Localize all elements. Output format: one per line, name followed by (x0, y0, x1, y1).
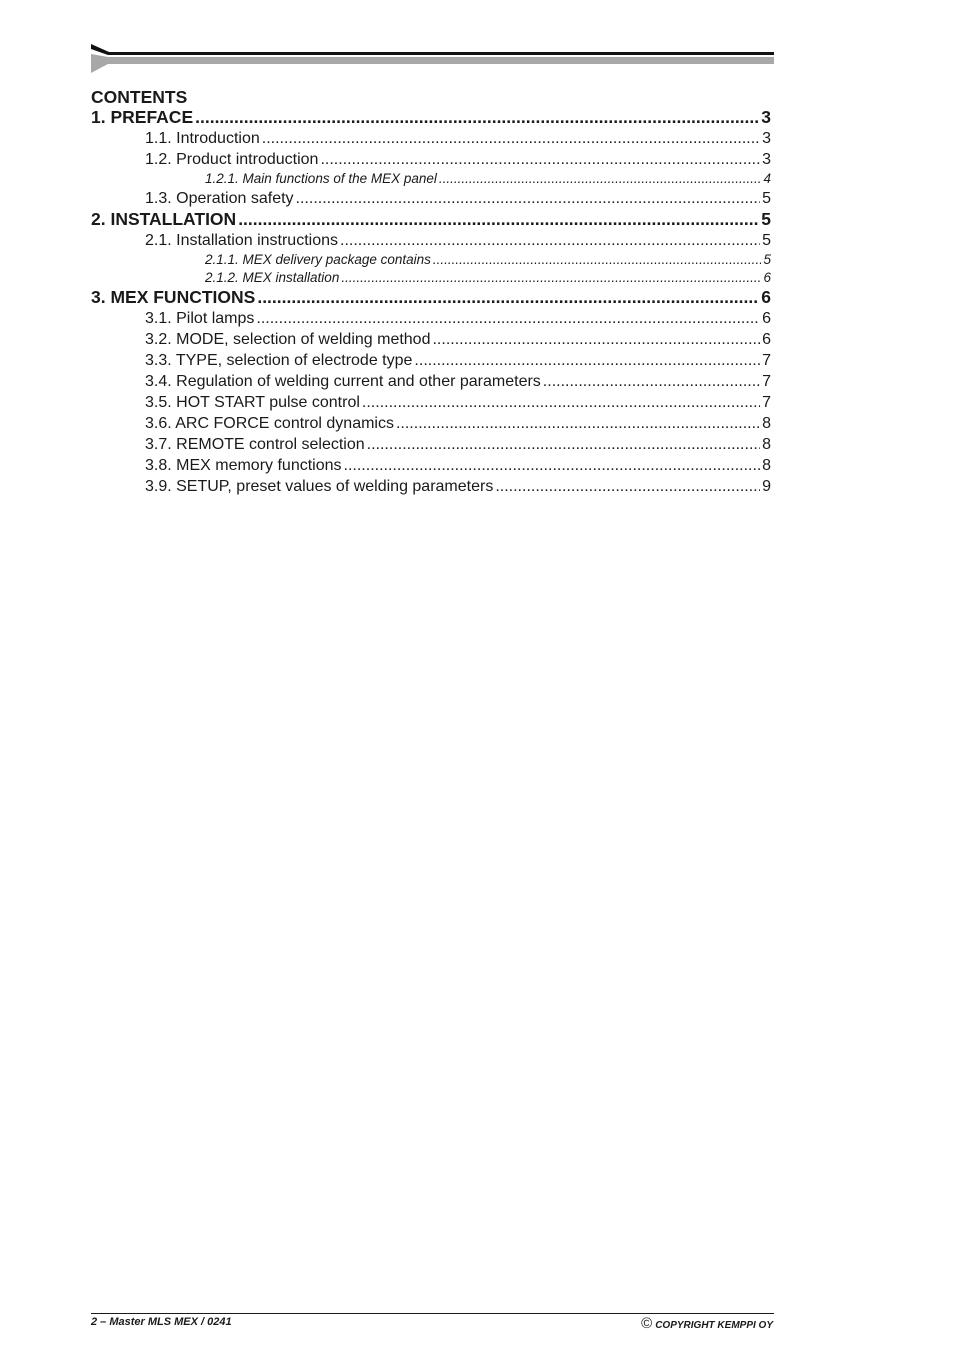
toc-entry-2[interactable] (91, 209, 771, 230)
toc-entry-page: 4 (763, 171, 771, 186)
toc-leader-dots (367, 434, 760, 455)
toc-entry-2-1-2[interactable] (91, 269, 771, 287)
toc-entry-3-6[interactable] (91, 413, 771, 434)
toc-leader-dots (414, 350, 760, 371)
toc-entry-page: 5 (761, 209, 771, 229)
footer-copyright (641, 1315, 773, 1332)
toc-leader-dots (433, 251, 762, 269)
toc-entry-page: 9 (762, 478, 771, 495)
toc-entry-2-1-1[interactable] (91, 251, 771, 269)
toc-leader-dots (341, 269, 761, 287)
footer-page-info: 2 – Master MLS MEX / 0241 (91, 1316, 232, 1328)
toc-entry-label: 2.1. Installation instructions (145, 232, 338, 249)
toc-entry-label: 2.1.2. MEX installation (205, 270, 340, 285)
toc-entry-label: 1. PREFACE (91, 107, 194, 127)
toc-entry-3-4[interactable] (91, 371, 771, 392)
toc-entry-2-1[interactable] (91, 230, 771, 251)
toc-leader-dots (238, 209, 759, 230)
toc-entry-label: 1.2.1. Main functions of the MEX panel (205, 171, 437, 186)
toc-entry-label: 3.3. TYPE, selection of electrode type (145, 352, 413, 369)
toc-leader-dots (296, 188, 761, 209)
toc-leader-dots (362, 392, 760, 413)
toc-entry-label: 1.3. Operation safety (145, 190, 294, 207)
toc-leader-dots (257, 287, 759, 308)
toc-leader-dots (439, 170, 762, 188)
toc-entry-label: 2. INSTALLATION (91, 209, 237, 229)
toc-leader-dots (320, 149, 760, 170)
toc-leader-dots (340, 230, 760, 251)
table-of-contents (91, 87, 771, 497)
toc-entry-label: 3.7. REMOTE control selection (145, 436, 365, 453)
toc-entry-page: 6 (762, 310, 771, 327)
toc-leader-dots (432, 329, 760, 350)
toc-entry-label: 3. MEX FUNCTIONS (91, 287, 256, 307)
toc-entry-3-1[interactable] (91, 308, 771, 329)
toc-entry-3-5[interactable] (91, 392, 771, 413)
toc-leader-dots (262, 128, 760, 149)
toc-entry-1-1[interactable] (91, 128, 771, 149)
toc-entry-page: 5 (762, 190, 771, 207)
toc-entry-page: 3 (761, 107, 771, 127)
toc-entry-1-2-1[interactable] (91, 170, 771, 188)
toc-entry-label: 3.6. ARC FORCE control dynamics (145, 415, 394, 432)
toc-entry-label: 1.2. Product introduction (145, 151, 319, 168)
toc-entry-label: 3.4. Regulation of welding current and other parameters (145, 373, 541, 390)
toc-leader-dots (195, 107, 759, 128)
toc-entry-page: 5 (763, 252, 771, 267)
toc-entry-page: 8 (762, 457, 771, 474)
toc-entry-page: 6 (762, 331, 771, 348)
toc-entry-3-7[interactable] (91, 434, 771, 455)
toc-entry-page: 8 (762, 436, 771, 453)
toc-entry-page: 5 (762, 232, 771, 249)
toc-entry-page: 6 (763, 270, 771, 285)
toc-entry-page: 7 (762, 373, 771, 390)
toc-title: CONTENTS (91, 87, 188, 107)
footer-copyright-text: COPYRIGHT KEMPPI OY (655, 1320, 773, 1331)
toc-entry-label: 1.1. Introduction (145, 130, 260, 147)
copyright-icon: © (641, 1315, 653, 1332)
toc-entry-page: 8 (762, 415, 771, 432)
toc-entry-label: 3.9. SETUP, preset values of welding parameters (145, 478, 494, 495)
header-band-gray (91, 54, 774, 73)
toc-leader-dots (396, 413, 760, 434)
toc-entry-page: 6 (761, 287, 771, 307)
toc-entry-label: 3.5. HOT START pulse control (145, 394, 360, 411)
toc-entry-page: 7 (762, 352, 771, 369)
toc-entry-1[interactable] (91, 107, 771, 128)
header-band (91, 44, 774, 74)
toc-entry-page: 7 (762, 394, 771, 411)
toc-leader-dots (543, 371, 760, 392)
footer-divider (91, 1313, 774, 1314)
toc-entry-3[interactable] (91, 287, 771, 308)
toc-entry-3-9[interactable] (91, 476, 771, 497)
toc-entry-1-3[interactable] (91, 188, 771, 209)
toc-entry-label: 2.1.1. MEX delivery package contains (205, 252, 431, 267)
toc-leader-dots (495, 476, 760, 497)
toc-entry-3-2[interactable] (91, 329, 771, 350)
toc-leader-dots (256, 308, 760, 329)
toc-entry-page: 3 (762, 130, 771, 147)
toc-entry-label: 3.8. MEX memory functions (145, 457, 342, 474)
toc-entry-3-8[interactable] (91, 455, 771, 476)
header-band-dark (91, 44, 774, 55)
toc-leader-dots (344, 455, 761, 476)
toc-entry-label: 3.2. MODE, selection of welding method (145, 331, 431, 348)
toc-entry-1-2[interactable] (91, 149, 771, 170)
toc-entry-page: 3 (762, 151, 771, 168)
toc-entry-3-3[interactable] (91, 350, 771, 371)
toc-entry-label: 3.1. Pilot lamps (145, 310, 255, 327)
